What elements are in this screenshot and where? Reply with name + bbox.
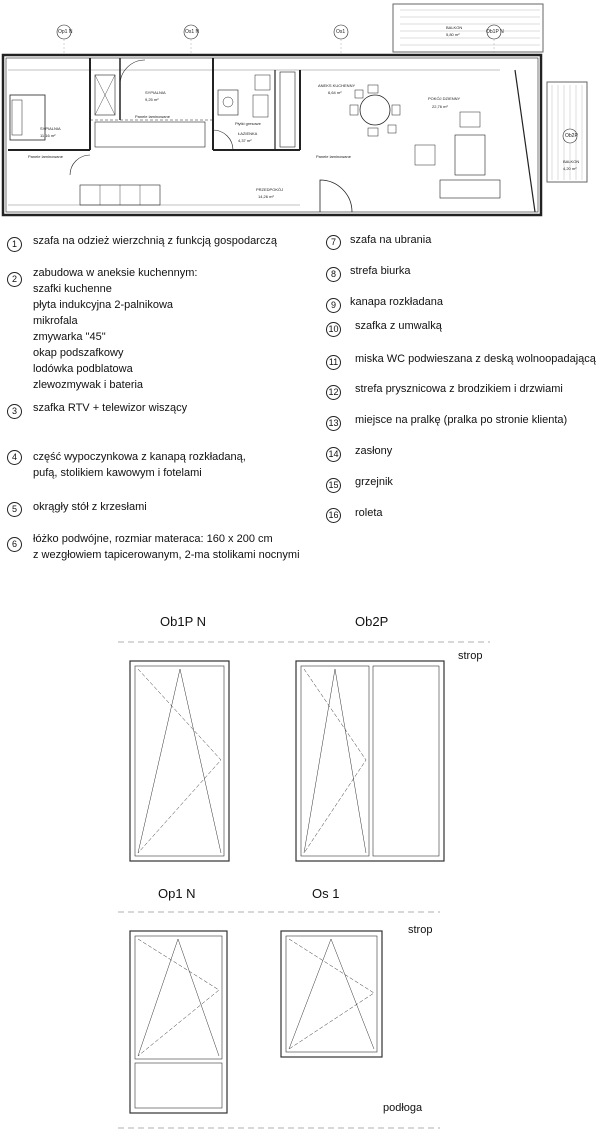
room-sypialnia-left-area: 11,16 m² [40, 133, 56, 138]
room-pokoj-area: 22,76 m² [432, 104, 448, 109]
room-panele-1: Panele laminowane [135, 114, 170, 119]
legend-item-16: roleta [355, 507, 383, 519]
wtag-ob1p: Ob1P N [486, 29, 504, 35]
room-pokoj: POKÓJ DZIENNY [428, 96, 461, 101]
window-label-os1: Os 1 [312, 886, 340, 901]
room-lazienka-area: 4,37 m² [238, 138, 252, 143]
legend-num-2: 2 [7, 272, 22, 287]
legend-num-8: 8 [326, 267, 341, 282]
legend-num-3: 3 [7, 404, 22, 419]
room-aneks-area: 6,64 m² [328, 90, 342, 95]
label-strop-1: strop [458, 650, 483, 662]
legend-num-4: 4 [7, 450, 22, 465]
legend-num-16: 16 [326, 508, 341, 523]
legend-num-1: 1 [7, 237, 22, 252]
legend-num-15: 15 [326, 478, 341, 493]
room-balkon-right-area: 4,20 m² [563, 166, 577, 171]
legend-item-9: kanapa rozkładana [350, 296, 443, 308]
window-label-op1: Op1 N [158, 886, 196, 901]
label-strop-2: strop [408, 924, 433, 936]
room-plytki: Płytki gresowe [235, 121, 261, 126]
room-lazienka: ŁAZIENKA [238, 131, 258, 136]
legend-item-7: szafa na ubrania [350, 234, 432, 246]
room-sypialnia-top-area: 9,25 m² [145, 97, 159, 102]
wtag-op1: Op1 N [58, 29, 73, 35]
legend-item-13: miejsce na pralkę (pralka po stronie klienta) [355, 414, 568, 426]
window-elevations [0, 620, 600, 1131]
legend-num-5: 5 [7, 502, 22, 517]
legend-num-10: 10 [326, 322, 341, 337]
window-op1 [130, 931, 227, 1113]
room-sypialnia-top: SYPIALNIA [145, 90, 166, 95]
legend-item-5: okrągły stół z krzesłami [33, 501, 147, 513]
legend-item-3: szafka RTV + telewizor wiszący [33, 402, 188, 414]
label-podloga: podłoga [383, 1102, 423, 1114]
round-table [360, 95, 390, 125]
legend-num-14: 14 [326, 447, 341, 462]
room-przedpokoj: PRZEDPOKÓJ [256, 187, 284, 192]
legend-num-11: 11 [326, 355, 341, 370]
wtag-os1: Os1 [336, 29, 346, 35]
legend-item-12: strefa prysznicowa z brodzikiem i drzwiami [355, 383, 563, 395]
room-przedpokoj-area: 14,26 m² [258, 194, 274, 199]
room-aneks: ANEKS KUCHENNY [318, 83, 356, 88]
floor-plan [0, 0, 600, 230]
legend-item-2: zabudowa w aneksie kuchennym: szafki kuchenne płyta indukcyjna 2-palnikowa mikrofala zmywarka "45" okap podszafkowy lodówka podblatowa zlewozmywak i bateria [33, 267, 198, 391]
room-sypialnia-left: SYPIALNIA [40, 126, 61, 131]
window-os1 [281, 931, 382, 1057]
window-ob1p [130, 661, 229, 861]
legend-num-9: 9 [326, 298, 341, 313]
room-balkon-right: BALKON [563, 159, 580, 164]
legend-item-15: grzejnik [355, 476, 393, 488]
window-label-ob1p: Ob1P N [160, 614, 207, 629]
legend-item-1: szafa na odzież wierzchnią z funkcją gospodarczą [33, 235, 277, 247]
legend-item-4: część wypoczynkowa z kanapą rozkładaną, pufą, stolikiem kawowym i fotelami [33, 451, 246, 479]
wtag-os1n: Os1 N [185, 29, 200, 35]
legend-item-14: zasłony [355, 445, 393, 457]
room-balkon-top-area: 5,80 m² [446, 32, 460, 37]
legend-num-6: 6 [7, 537, 22, 552]
legend-num-13: 13 [326, 416, 341, 431]
window-label-ob2p: Ob2P [355, 614, 389, 629]
legend-num-7: 7 [326, 235, 341, 250]
wtag-ob2p: Ob2P [565, 133, 578, 139]
room-panele-2: Panele laminowane [28, 154, 63, 159]
room-balkon-top: BALKON [446, 25, 463, 30]
legend-item-6: łóżko podwójne, rozmiar materaca: 160 x 200 cm z wezgłowiem tapicerowanym, 2-ma stolikami nocnymi [33, 533, 300, 561]
legend-item-11: miska WC podwieszana z deską wolnoopadającą [355, 353, 596, 365]
legend-num-12: 12 [326, 385, 341, 400]
legend-item-8: strefa biurka [350, 265, 411, 277]
window-ob2p [296, 661, 444, 861]
room-panele-3: Panele laminowane [316, 154, 351, 159]
legend-item-10: szafka z umwalką [355, 320, 442, 332]
